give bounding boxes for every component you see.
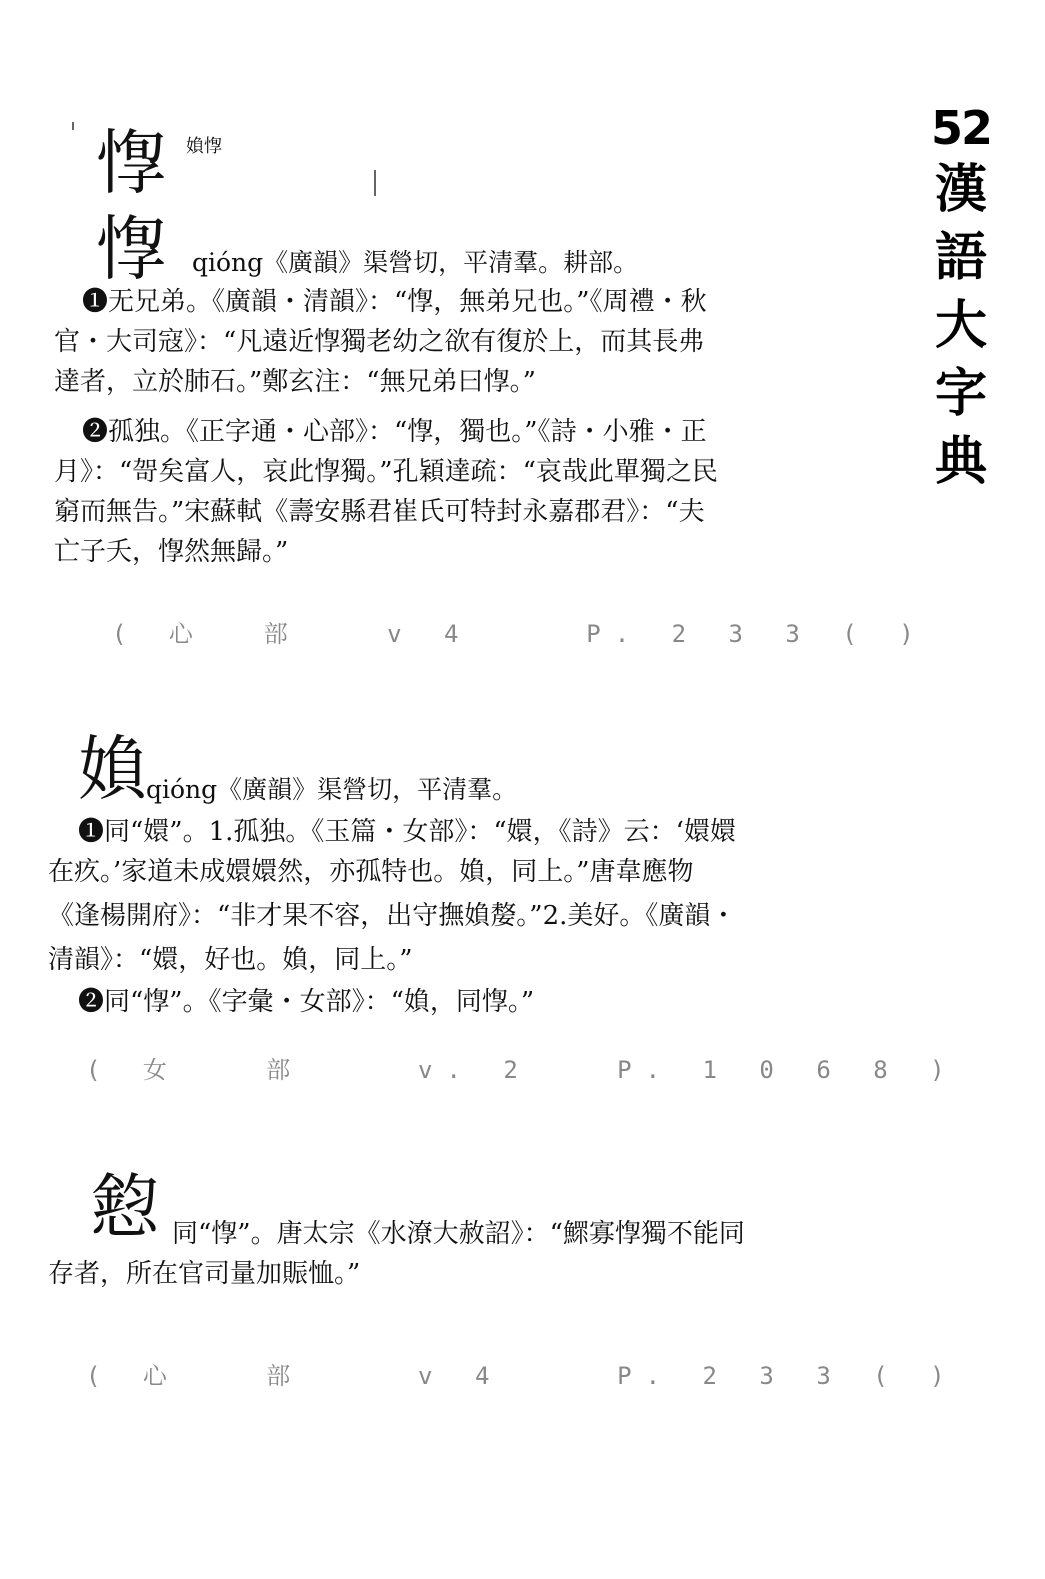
dictionary-title	[930, 100, 992, 496]
handwritten-note: ( 女 部 v. 2 P. 1 0 6 8 )	[86, 1056, 959, 1084]
entry1-head-char: 惸	[96, 122, 166, 204]
volume-number: 52	[930, 101, 991, 155]
title-char: 漢	[934, 160, 987, 220]
entry3-head-char: 憌	[90, 1166, 160, 1248]
title-char: 字	[934, 364, 987, 424]
entry2-line: 在疚。’家道未成嬛嬛然，亦孤特也。媍，同上。”唐韋應物	[48, 857, 694, 887]
entry2-head-char: 媍	[78, 728, 148, 810]
stray-mark	[72, 122, 74, 130]
entry2-pronunciation: qióng《廣韻》渠營切，平清羣。	[146, 775, 518, 804]
entry2-line: 清韻》：“嬛，好也。媍，同上。”	[48, 945, 413, 975]
handwritten-note: ( 心 部 v 4 P. 2 3 3 ( )	[86, 1362, 959, 1390]
entry3-line: 存者，所在官司量加賑恤。”	[48, 1259, 361, 1289]
entry2-line: ❶同“嬛”。1.孤独。《玉篇・女部》：“嬛，《詩》云：‘嬛嬛	[78, 817, 736, 847]
entry1-main-char: 惸	[96, 208, 166, 290]
entry3-line: 同“惸”。唐太宗《水潦大赦詔》：“鰥寡惸獨不能同	[172, 1219, 745, 1249]
entry1-line: 窮而無告。”宋蘇軾《壽安縣君崔氏可特封永嘉郡君》：“夫	[54, 497, 705, 527]
title-char: 語	[934, 228, 987, 288]
entry1-line: 達者，立於肺石。”鄭玄注：“無兄弟曰惸。”	[54, 367, 536, 397]
stray-mark	[374, 170, 376, 196]
entry1-line: 亡子夭，惸然無歸。”	[54, 537, 289, 567]
entry2-line: ❷同“惸”。《字彙・女部》：“媍，同惸。”	[78, 987, 535, 1017]
entry1-line: 月》：“哿矣富人，哀此惸獨。”孔穎達疏：“哀哉此單獨之民	[54, 457, 718, 487]
title-char: 典	[934, 432, 987, 492]
entry2-line: 《逢楊開府》：“非才果不容，出守撫媍嫠。”2.美好。《廣韻・	[48, 901, 737, 931]
entry1-variants: 媍惸	[186, 136, 222, 157]
title-char: 大	[934, 296, 987, 356]
entry1-line: 官・大司寇》：“凡遠近惸獨老幼之欲有復於上，而其長弗	[54, 327, 705, 357]
entry1-pronunciation: qióng《廣韻》渠營切，平清羣。耕部。	[192, 248, 639, 277]
entry1-line: ❶无兄弟。《廣韻・清韻》：“惸，無弟兄也。”《周禮・秋	[82, 287, 707, 317]
entry1-line: ❷孤独。《正字通・心部》：“惸，獨也。”《詩・小雅・正	[82, 417, 707, 447]
handwritten-note: ( 心 部 v 4 P. 2 3 3 ( )	[112, 620, 928, 648]
